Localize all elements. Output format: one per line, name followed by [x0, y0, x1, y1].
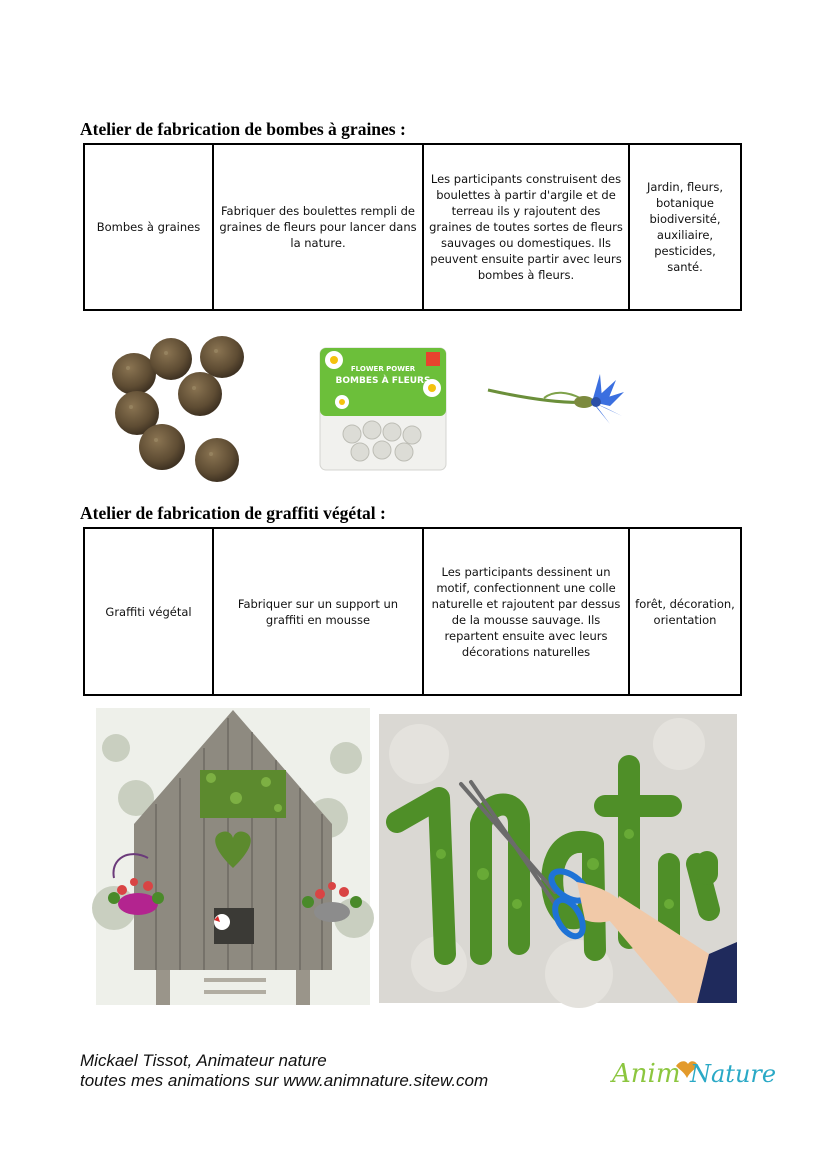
moss-graffiti-table [83, 527, 742, 696]
footer-author: Mickael Tissot, Animateur nature [80, 1051, 327, 1070]
moss-graffiti-photo [379, 714, 737, 1003]
cornflower-photo [484, 368, 630, 428]
seed-bombs-table [83, 143, 742, 311]
activity-name-cell: Graffiti végétal [84, 528, 213, 695]
section-heading-moss-graffiti: Atelier de fabrication de graffiti végétal : [80, 503, 386, 523]
seed-balls-photo [100, 333, 250, 488]
logo-text-nature: Nature [690, 1060, 777, 1088]
description-cell: Les participants construisent des boulettes à partir d'argile et de terreau ils y rajoutent des graines de toutes sortes de fleurs sauvages ou domestiques. Ils peuvent ensuite partir avec leurs bombes à fleurs. [423, 144, 629, 310]
footer-website: toutes mes animations sur www.animnature.sitew.com [80, 1071, 489, 1090]
themes-cell: forêt, décoration, orientation [629, 528, 741, 695]
themes-cell: Jardin, fleurs, botanique biodiversité, auxiliaire, pesticides, santé. [629, 144, 741, 310]
seed-bomb-package-photo [290, 340, 480, 475]
objective-cell: Fabriquer sur un support un graffiti en mousse [213, 528, 423, 695]
logo-text-anim: Anim [612, 1059, 681, 1089]
description-cell: Les participants dessinent un motif, confectionnent une colle naturelle et rajoutent par dessus de la mousse sauvage. Ils repartent ensuite avec leurs décorations naturelles [423, 528, 629, 695]
moss-chicken-coop-photo [96, 708, 370, 1005]
package-title-text: BOMBES À FLEURS [335, 376, 431, 386]
table-row [84, 528, 741, 695]
activity-name-cell: Bombes à graines [84, 144, 213, 310]
objective-cell: Fabriquer des boulettes rempli de graines de fleurs pour lancer dans la nature. [213, 144, 423, 310]
section-heading-seed-bombs: Atelier de fabrication de bombes à graines : [80, 119, 406, 139]
animnature-logo [610, 1052, 777, 1097]
package-brand-text: FLOWER POWER [350, 365, 416, 373]
table-row [84, 144, 741, 310]
